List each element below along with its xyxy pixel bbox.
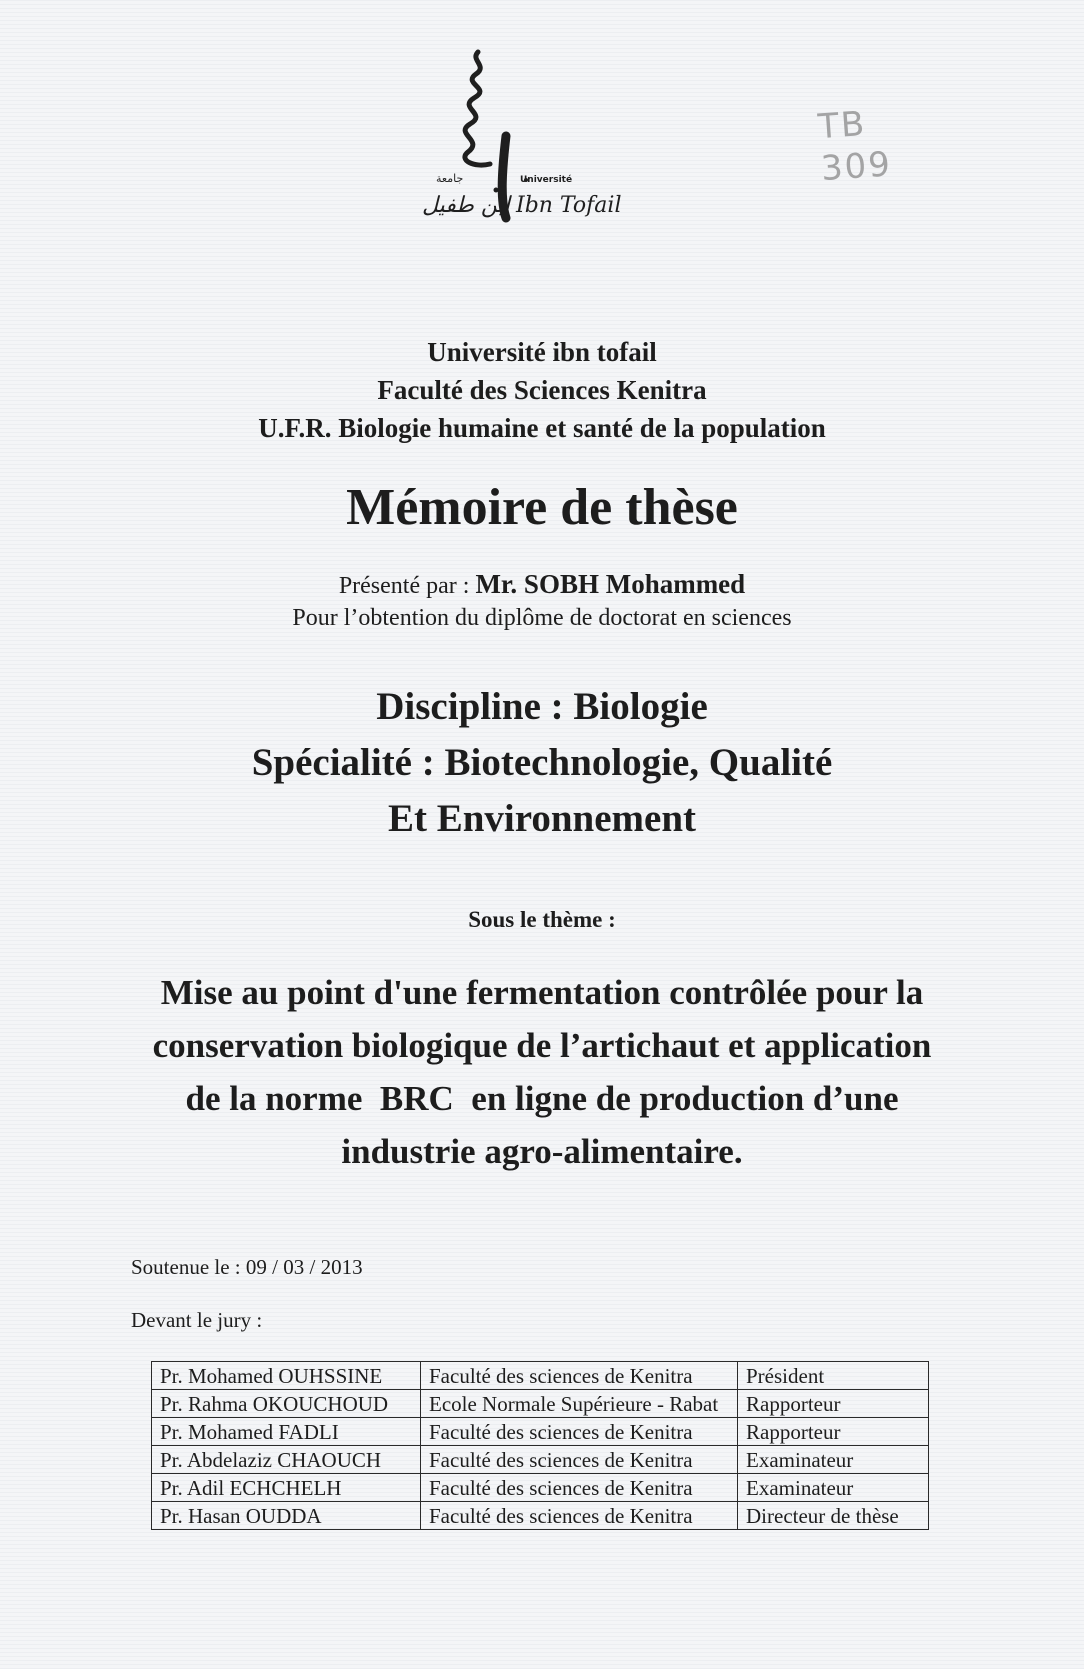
university-logo	[422, 40, 640, 250]
theme-line-1: Mise au point d'une fermentation contrôlée pour la	[160, 973, 924, 1012]
ufr-name: U.F.R. Biologie humaine et santé de la population	[258, 413, 826, 443]
thesis-theme	[110, 966, 974, 1178]
jury-table	[151, 1361, 929, 1530]
jury-member-institution: Faculté des sciences de Kenitra	[421, 1474, 738, 1502]
table-row	[152, 1446, 929, 1474]
jury-member-role: Examinateur	[738, 1446, 929, 1474]
theme-line-2: conservation biologique de l’artichaut et application	[152, 1026, 932, 1065]
jury-member-institution: Ecole Normale Supérieure - Rabat	[421, 1390, 738, 1418]
theme-line-3: de la norme BRC en ligne de production d’une	[185, 1079, 899, 1118]
handwritten-reference-note	[817, 98, 944, 206]
jury-member-name: Pr. Hasan OUDDA	[152, 1502, 421, 1530]
jury-member-role: Président	[738, 1362, 929, 1390]
author-name: Mr. SOBH Mohammed	[475, 569, 746, 599]
jury-member-name: Pr. Adil ECHCHELH	[152, 1474, 421, 1502]
university-name: Université ibn tofail	[427, 337, 657, 367]
jury-member-institution: Faculté des sciences de Kenitra	[421, 1362, 738, 1390]
faculty-name: Faculté des Sciences Kenitra	[377, 375, 707, 405]
presented-by-block	[0, 568, 1084, 634]
jury-member-name: Pr. Mohamed FADLI	[152, 1418, 421, 1446]
jury-member-institution: Faculté des sciences de Kenitra	[421, 1502, 738, 1530]
logo-text-arabic: ابن طفيل	[422, 193, 510, 218]
discipline-line: Discipline : Biologie	[376, 685, 708, 728]
jury-member-role: Rapporteur	[738, 1390, 929, 1418]
handwritten-note-line-2: 309	[819, 144, 894, 190]
university-logo-icon	[422, 40, 640, 250]
jury-member-name: Pr. Abdelaziz CHAOUCH	[152, 1446, 421, 1474]
jury-member-role: Directeur de thèse	[738, 1502, 929, 1530]
jury-label: Devant le jury :	[131, 1308, 263, 1332]
jury-member-institution: Faculté des sciences de Kenitra	[421, 1418, 738, 1446]
theme-line-4: industrie agro-alimentaire.	[341, 1132, 743, 1171]
logo-text-ibn-tofail: Ibn Tofail	[516, 193, 622, 218]
table-row	[152, 1390, 929, 1418]
jury-member-name: Pr. Mohamed OUHSSINE	[152, 1362, 421, 1390]
logo-text-arabic-top: جامعة	[436, 172, 464, 185]
table-row	[152, 1362, 929, 1390]
specialty-line-2: Et Environnement	[387, 797, 697, 840]
table-row	[152, 1502, 929, 1530]
jury-member-role: Rapporteur	[738, 1418, 929, 1446]
specialty-line: Spécialité : Biotechnologie, Qualité	[251, 741, 833, 784]
presented-by-line	[0, 568, 1084, 602]
jury-member-role: Examinateur	[738, 1474, 929, 1502]
jury-member-institution: Faculté des sciences de Kenitra	[421, 1446, 738, 1474]
theme-label: Sous le thème :	[468, 907, 616, 932]
logo-text-universite: Université	[520, 175, 573, 185]
institution-block	[0, 333, 1084, 447]
defense-date: Soutenue le : 09 / 03 / 2013	[131, 1255, 363, 1279]
presented-by-label: Présenté par :	[338, 573, 470, 599]
table-row	[152, 1418, 929, 1446]
jury-member-name: Pr. Rahma OKOUCHOUD	[152, 1390, 421, 1418]
document-title: Mémoire de thèse	[346, 479, 738, 536]
discipline-block	[0, 679, 1084, 847]
table-row	[152, 1474, 929, 1502]
handwritten-note-line-1: TB	[816, 103, 868, 148]
degree-purpose: Pour l’obtention du diplôme de doctorat en sciences	[292, 605, 792, 631]
